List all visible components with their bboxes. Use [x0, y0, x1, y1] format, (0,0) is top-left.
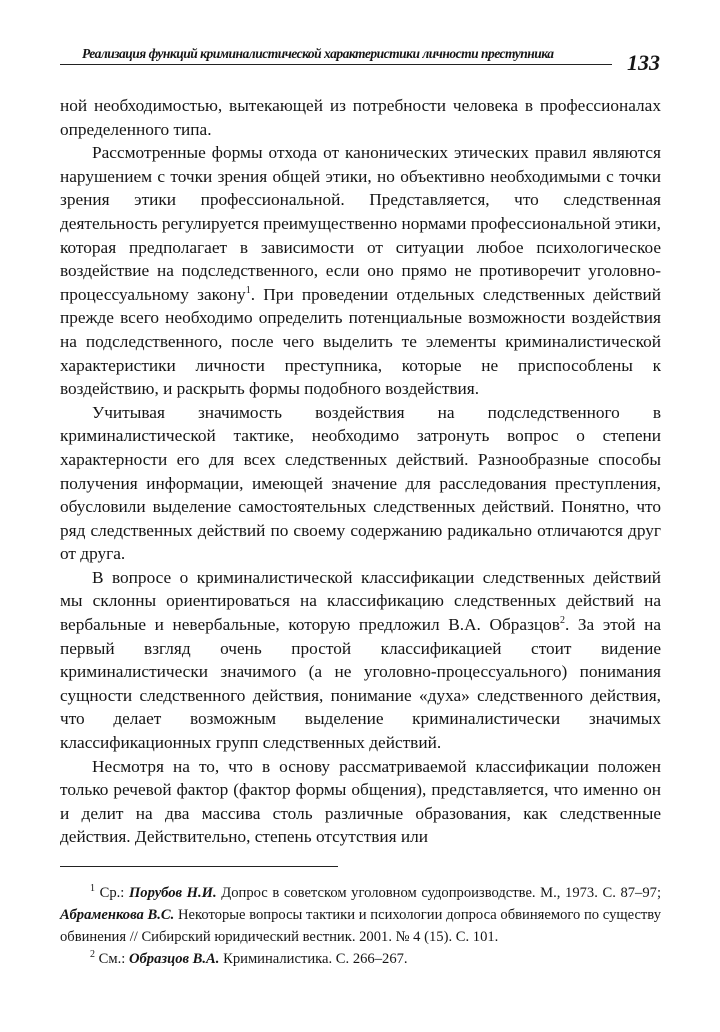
footnote-ref: 1 — [245, 284, 251, 296]
body-text — [60, 94, 661, 849]
header-rule — [60, 64, 612, 65]
page-number: 133 — [627, 50, 660, 75]
footnote-author: Порубов Н.И. — [128, 885, 217, 901]
footnote-ref: 2 — [559, 615, 565, 627]
paragraph-text: В вопросе о криминалистической классификации следственных действий мы склонны ориентироваться на классификацию следственных действий на вербальные и невербальные, которую предложил В.А. Образцов — [60, 567, 661, 635]
footnote-1 — [60, 882, 661, 948]
footnote-rule — [60, 866, 338, 867]
paragraph-text: ной необходимостью, вытекающей из потребности человека в профессионалах определенного типа. — [60, 96, 661, 139]
footnotes — [60, 882, 661, 970]
footnote-text: Некоторые вопросы тактики и психологии допроса обвиняемого по существу обвинения // Сибирский юридический вестник. 2001. № 4 (15). С. 101. — [60, 907, 662, 945]
paragraph-text: . При проведении отдельных следственных действий прежде всего необходимо определить потенциальные возможности воздействия на подследственного, после чего выделить те элементы криминалистической характеристики личности преступника, которые не приспособлены к воздействию, и раскрыть формы подобного воздействия. — [60, 284, 661, 399]
running-title: Реализация функций криминалистической характеристики личности преступника — [82, 46, 554, 61]
footnote-author: Абраменкова В.С. — [60, 907, 175, 923]
footnote-text: См.: — [95, 951, 129, 967]
footnote-2 — [60, 948, 661, 970]
footnote-number: 1 — [90, 883, 95, 895]
paragraph-text: Рассмотренные формы отхода от канонических этических правил являются нарушением с точки зрения общей этики, но объективно необходимыми с точки зрения этики профессиональной. Представляется, что следственная деятельность регулируется преимущественно нормами профессиональной этики, которая предполагает в зависимости от ситуации любое психологическое воздействие на подследственного, если оно прямо не противоречит уголовно-процессуальному закону — [60, 143, 661, 304]
paragraph — [60, 401, 661, 566]
paragraph-text: . За этой на первый взгляд очень простой классификацией стоит видение криминалистически значимого (а не уголовно-процессуального) понимания сущности следственного действия, понимание «духа» следственного действия, что делает возможным выделение криминалистически значимых классификационных групп следственных действий. — [60, 615, 661, 753]
paragraph — [60, 755, 661, 849]
footnote-text: Допрос в советском уголовном судопроизводстве. М., 1973. С. 87–97; — [216, 885, 661, 901]
paragraph-text: Учитывая значимость воздействия на подследственного в криминалистической тактике, необходимо затронуть вопрос о степени характерности его для всех следственных действий. Разнообразные способы получения информации, имеющей значение для расследования преступления, обусловили выделение самостоятельных следственных действий. Понятно, что ряд следственных действий по своему содержанию радикально отличаются друг от друга. — [60, 402, 661, 564]
footnote-author: Образцов В.А. — [128, 951, 220, 967]
footnote-text: Криминалистика. С. 266–267. — [219, 951, 408, 967]
footnote-number: 2 — [90, 949, 95, 961]
paragraph-continued — [60, 94, 661, 141]
footnote-text: Ср.: — [95, 885, 129, 901]
page-header — [60, 40, 660, 74]
paragraph — [60, 566, 661, 755]
paragraph — [60, 141, 661, 401]
paragraph-text: Несмотря на то, что в основу рассматриваемой классификации положен только речевой фактор (фактор формы общения), представляется, что именно он и делит на два массива столь различные образования, как следственные действия. Действительно, степень отсутствия или — [60, 756, 661, 847]
